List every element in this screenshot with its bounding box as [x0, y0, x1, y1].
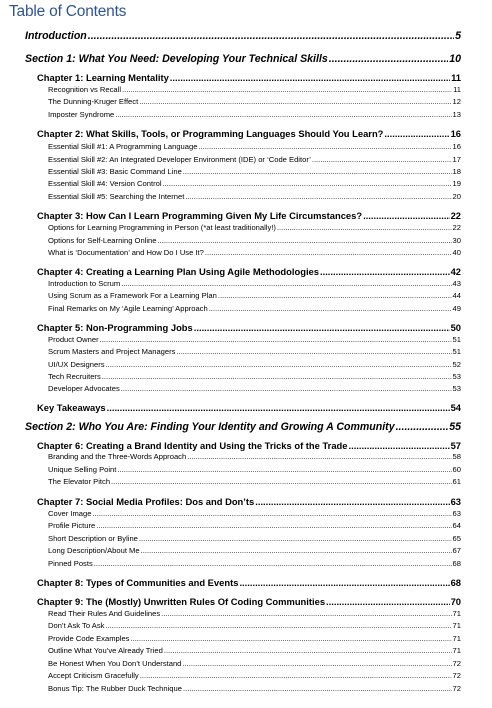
toc-subentry-row[interactable]: [48, 110, 461, 119]
toc-subentry-row[interactable]: [48, 248, 461, 257]
toc-subentry-row[interactable]: [48, 291, 461, 300]
toc-subentry-row[interactable]: [48, 646, 461, 655]
dot-leader: [320, 266, 450, 277]
toc-subentry-label: Final Remarks on My ‘Agile Learning’ Approach: [48, 304, 208, 313]
toc-subentry-row[interactable]: [48, 477, 461, 486]
dot-leader: [141, 546, 452, 555]
toc-subentry-label: Cover Image: [48, 509, 92, 518]
dot-leader: [121, 279, 451, 288]
dot-leader: [239, 577, 449, 588]
toc-section-row[interactable]: [25, 421, 461, 433]
dot-leader: [396, 421, 449, 433]
toc-subentry-page-number: 68: [452, 559, 461, 568]
toc-chapter-page-number: 54: [450, 402, 461, 413]
dot-leader: [348, 440, 449, 451]
dot-leader: [205, 248, 452, 257]
dot-leader: [139, 97, 451, 106]
toc-subentry-page-number: 20: [452, 192, 461, 201]
toc-subentry-row[interactable]: [48, 559, 461, 568]
toc-subentry-page-number: 13: [452, 110, 461, 119]
toc-chapter-row[interactable]: [37, 577, 461, 588]
toc-chapter-label: Chapter 4: Creating a Learning Plan Using Agile Methodologies: [37, 266, 319, 277]
toc-chapter-label: Chapter 8: Types of Communities and Events: [37, 577, 239, 588]
toc-chapter-page-number: 42: [450, 266, 461, 277]
toc-subentry-page-number: 65: [452, 534, 461, 543]
dot-leader: [102, 372, 452, 381]
toc-chapter-label: Chapter 1: Learning Mentality: [37, 72, 169, 83]
toc-subentry-page-number: 72: [452, 671, 461, 680]
toc-subentry-page-number: 22: [452, 223, 461, 232]
toc-subentry-label: Options for Learning Programming in Person (*at least traditionally!): [48, 223, 276, 232]
dot-leader: [209, 304, 452, 313]
toc-chapter-row[interactable]: [37, 128, 461, 139]
dot-leader: [164, 646, 452, 655]
dot-leader: [326, 596, 450, 607]
toc-section-page-number: 55: [449, 421, 461, 433]
dot-leader: [183, 684, 452, 693]
toc-subentry-label: The Elevator Pitch: [48, 477, 111, 486]
toc-subentry-page-number: 16: [452, 142, 461, 151]
dot-leader: [185, 192, 451, 201]
dot-leader: [106, 360, 452, 369]
toc-subentry-row[interactable]: [48, 521, 461, 530]
toc-subentry-row[interactable]: [48, 452, 461, 461]
toc-subentry-label: Unique Selling Point: [48, 465, 117, 474]
toc-section-row[interactable]: [25, 53, 461, 65]
dot-leader: [255, 496, 449, 507]
toc-subentry-label: Accept Criticism Gracefully: [48, 671, 139, 680]
toc-subentry-page-number: 72: [452, 659, 461, 668]
dot-leader: [107, 402, 450, 413]
dot-leader: [88, 30, 454, 42]
toc-chapter-row[interactable]: [37, 596, 461, 607]
toc-subentry-label: Pinned Posts: [48, 559, 93, 568]
dot-leader: [161, 609, 451, 618]
toc-subentry-label: Bonus Tip: The Rubber Duck Technique: [48, 684, 182, 693]
toc-subentry-label: The Dunning-Kruger Effect: [48, 97, 139, 106]
toc-section-row[interactable]: [25, 30, 461, 42]
toc-subentry-page-number: 19: [452, 179, 461, 188]
toc-subentry-label: Tech Recruiters: [48, 372, 101, 381]
dot-leader: [117, 465, 451, 474]
toc-chapter-label: Chapter 3: How Can I Learn Programming Given My Life Circumstances?: [37, 210, 363, 221]
dot-leader: [157, 236, 451, 245]
toc-subentry-row[interactable]: [48, 335, 461, 344]
toc-subentry-page-number: 12: [452, 97, 461, 106]
toc-subentry-page-number: 53: [452, 384, 461, 393]
dot-leader: [176, 347, 451, 356]
dot-leader: [384, 128, 449, 139]
toc-subentry-label: Scrum Masters and Project Managers: [48, 347, 176, 356]
toc-chapter-label: Key Takeaways: [37, 402, 106, 413]
toc-subentry-row[interactable]: [48, 360, 461, 369]
toc-subentry-page-number: 17: [452, 155, 461, 164]
toc-subentry-row[interactable]: [48, 546, 461, 555]
dot-leader: [140, 671, 452, 680]
dot-leader: [163, 179, 452, 188]
dot-leader: [94, 559, 452, 568]
toc-subentry-row[interactable]: [48, 179, 461, 188]
toc-subentry-page-number: 72: [452, 684, 461, 693]
dot-leader: [170, 72, 450, 83]
toc-subentry-row[interactable]: [48, 372, 461, 381]
toc-subentry-row[interactable]: [48, 236, 461, 245]
toc-subentry-page-number: 58: [452, 452, 461, 461]
toc-subentry-label: Short Description or Byline: [48, 534, 138, 543]
dot-leader: [121, 384, 452, 393]
toc-subentry-row[interactable]: [48, 142, 461, 151]
toc-chapter-row[interactable]: [37, 440, 461, 451]
toc-subentry-row[interactable]: [48, 155, 461, 164]
dot-leader: [187, 452, 451, 461]
dot-leader: [198, 142, 451, 151]
dot-leader: [96, 521, 451, 530]
toc-chapter-page-number: 50: [450, 322, 461, 333]
toc-subentry-row[interactable]: [48, 509, 461, 518]
toc-chapter-row[interactable]: [37, 210, 461, 221]
toc-subentry-label: Product Owner: [48, 335, 99, 344]
toc-subentry-page-number: 71: [452, 634, 461, 643]
toc-subentry-page-number: 61: [452, 477, 461, 486]
toc-section-page-number: 10: [449, 53, 461, 65]
dot-leader: [182, 659, 451, 668]
toc-subentry-page-number: 67: [452, 546, 461, 555]
toc-subentry-label: Be Honest When You Don’t Understand: [48, 659, 182, 668]
dot-leader: [277, 223, 452, 232]
toc-subentry-label: Outline What You’ve Already Tried: [48, 646, 163, 655]
toc-chapter-row[interactable]: [37, 266, 461, 277]
toc-subentry-page-number: 51: [452, 335, 461, 344]
toc-subentry-page-number: 30: [452, 236, 461, 245]
toc-chapter-page-number: 11: [451, 72, 461, 83]
toc-subentry-page-number: 44: [452, 291, 461, 300]
toc-subentry-row[interactable]: [48, 192, 461, 201]
toc-subentry-label: Long Description/About Me: [48, 546, 140, 555]
toc-chapter-label: Chapter 9: The (Mostly) Unwritten Rules Of Coding Communities: [37, 596, 326, 607]
toc-subentry-page-number: 63: [452, 509, 461, 518]
toc-chapter-label: Chapter 6: Creating a Brand Identity and Using the Tricks of the Trade: [37, 440, 348, 451]
toc-subentry-page-number: 53: [452, 372, 461, 381]
toc-subentry-page-number: 49: [452, 304, 461, 313]
toc-subentry-page-number: 11: [453, 85, 461, 94]
toc-subentry-row[interactable]: [48, 465, 461, 474]
toc-subentry-page-number: 71: [452, 621, 461, 630]
toc-chapter-page-number: 22: [450, 210, 461, 221]
toc-subentry-page-number: 71: [452, 646, 461, 655]
toc-chapter-label: Chapter 5: Non-Programming Jobs: [37, 322, 193, 333]
toc-section-page-number: 5: [455, 30, 461, 42]
dot-leader: [183, 167, 452, 176]
toc-subentry-label: Using Scrum as a Framework For a Learning Plan: [48, 291, 217, 300]
toc-chapter-label: Chapter 7: Social Media Profiles: Dos and Don’ts: [37, 496, 255, 507]
toc-subentry-row[interactable]: [48, 384, 461, 393]
toc-subentry-label: Branding and the Three-Words Approach: [48, 452, 187, 461]
dot-leader: [130, 634, 451, 643]
toc-subentry-label: Profile Picture: [48, 521, 96, 530]
dot-leader: [115, 110, 451, 119]
toc-chapter-page-number: 70: [450, 596, 461, 607]
toc-chapter-page-number: 68: [450, 577, 461, 588]
toc-subentry-row[interactable]: [48, 97, 461, 106]
toc-subentry-label: What is ‘Documentation’ and How Do I Use It?: [48, 248, 204, 257]
dot-leader: [111, 477, 452, 486]
toc-subentry-label: Essential Skill #4: Version Control: [48, 179, 162, 188]
dot-leader: [92, 509, 451, 518]
dot-leader: [100, 335, 452, 344]
toc-heading: Table of Contents: [9, 3, 127, 20]
toc-subentry-label: UI/UX Designers: [48, 360, 105, 369]
toc-chapter-label: Chapter 2: What Skills, Tools, or Programming Languages Should You Learn?: [37, 128, 384, 139]
toc-subentry-row[interactable]: [48, 609, 461, 618]
toc-subentry-page-number: 52: [452, 360, 461, 369]
toc-chapter-page-number: 57: [450, 440, 461, 451]
dot-leader: [105, 621, 451, 630]
toc-subentry-page-number: 40: [452, 248, 461, 257]
toc-subentry-label: Essential Skill #3: Basic Command Line: [48, 167, 182, 176]
toc-section-label: Section 1: What You Need: Developing Your Technical Skills: [25, 53, 328, 65]
toc-subentry-label: Imposter Syndrome: [48, 110, 115, 119]
toc-chapter-row[interactable]: [37, 402, 461, 413]
toc-subentry-label: Recognition vs Recall: [48, 85, 122, 94]
toc-subentry-label: Options for Self-Learning Online: [48, 236, 157, 245]
toc-subentry-label: Read Their Rules And Guidelines: [48, 609, 161, 618]
toc-subentry-page-number: 64: [452, 521, 461, 530]
toc-section-label: Section 2: Who You Are: Finding Your Identity and Growing A Community: [25, 421, 395, 433]
toc-subentry-label: Don’t Ask To Ask: [48, 621, 105, 630]
toc-subentry-row[interactable]: [48, 534, 461, 543]
toc-subentry-row[interactable]: [48, 671, 461, 680]
toc-section-label: Introduction: [25, 30, 87, 42]
toc-subentry-row[interactable]: [48, 223, 461, 232]
toc-subentry-label: Developer Advocates: [48, 384, 120, 393]
toc-subentry-row[interactable]: [48, 634, 461, 643]
toc-subentry-row[interactable]: [48, 304, 461, 313]
toc-subentry-page-number: 51: [452, 347, 461, 356]
toc-subentry-label: Essential Skill #2: An Integrated Developer Environment (IDE) or ‘Code Editor’: [48, 155, 311, 164]
toc-subentry-row[interactable]: [48, 85, 461, 94]
toc-chapter-row[interactable]: [37, 322, 461, 333]
toc-subentry-label: Essential Skill #1: A Programming Language: [48, 142, 198, 151]
toc-subentry-page-number: 43: [452, 279, 461, 288]
toc-chapter-row[interactable]: [37, 496, 461, 507]
toc-subentry-row[interactable]: [48, 347, 461, 356]
toc-subentry-label: Provide Code Examples: [48, 634, 130, 643]
toc-subentry-page-number: 71: [452, 609, 461, 618]
toc-subentry-row[interactable]: [48, 279, 461, 288]
dot-leader: [218, 291, 452, 300]
dot-leader: [312, 155, 452, 164]
toc-chapter-page-number: 16: [450, 128, 461, 139]
toc-subentry-row[interactable]: [48, 167, 461, 176]
toc-subentry-page-number: 18: [452, 167, 461, 176]
dot-leader: [194, 322, 450, 333]
toc-subentry-row[interactable]: [48, 621, 461, 630]
toc-subentry-label: Essential Skill #5: Searching the Internet: [48, 192, 185, 201]
dot-leader: [329, 53, 448, 65]
dot-leader: [139, 534, 452, 543]
dot-leader: [363, 210, 449, 221]
dot-leader: [122, 85, 452, 94]
toc-subentry-label: Introduction to Scrum: [48, 279, 121, 288]
toc-chapter-row[interactable]: [37, 72, 461, 83]
toc-chapter-page-number: 63: [450, 496, 461, 507]
toc-subentry-row[interactable]: [48, 684, 461, 693]
toc-subentry-row[interactable]: [48, 659, 461, 668]
toc-subentry-page-number: 60: [452, 465, 461, 474]
